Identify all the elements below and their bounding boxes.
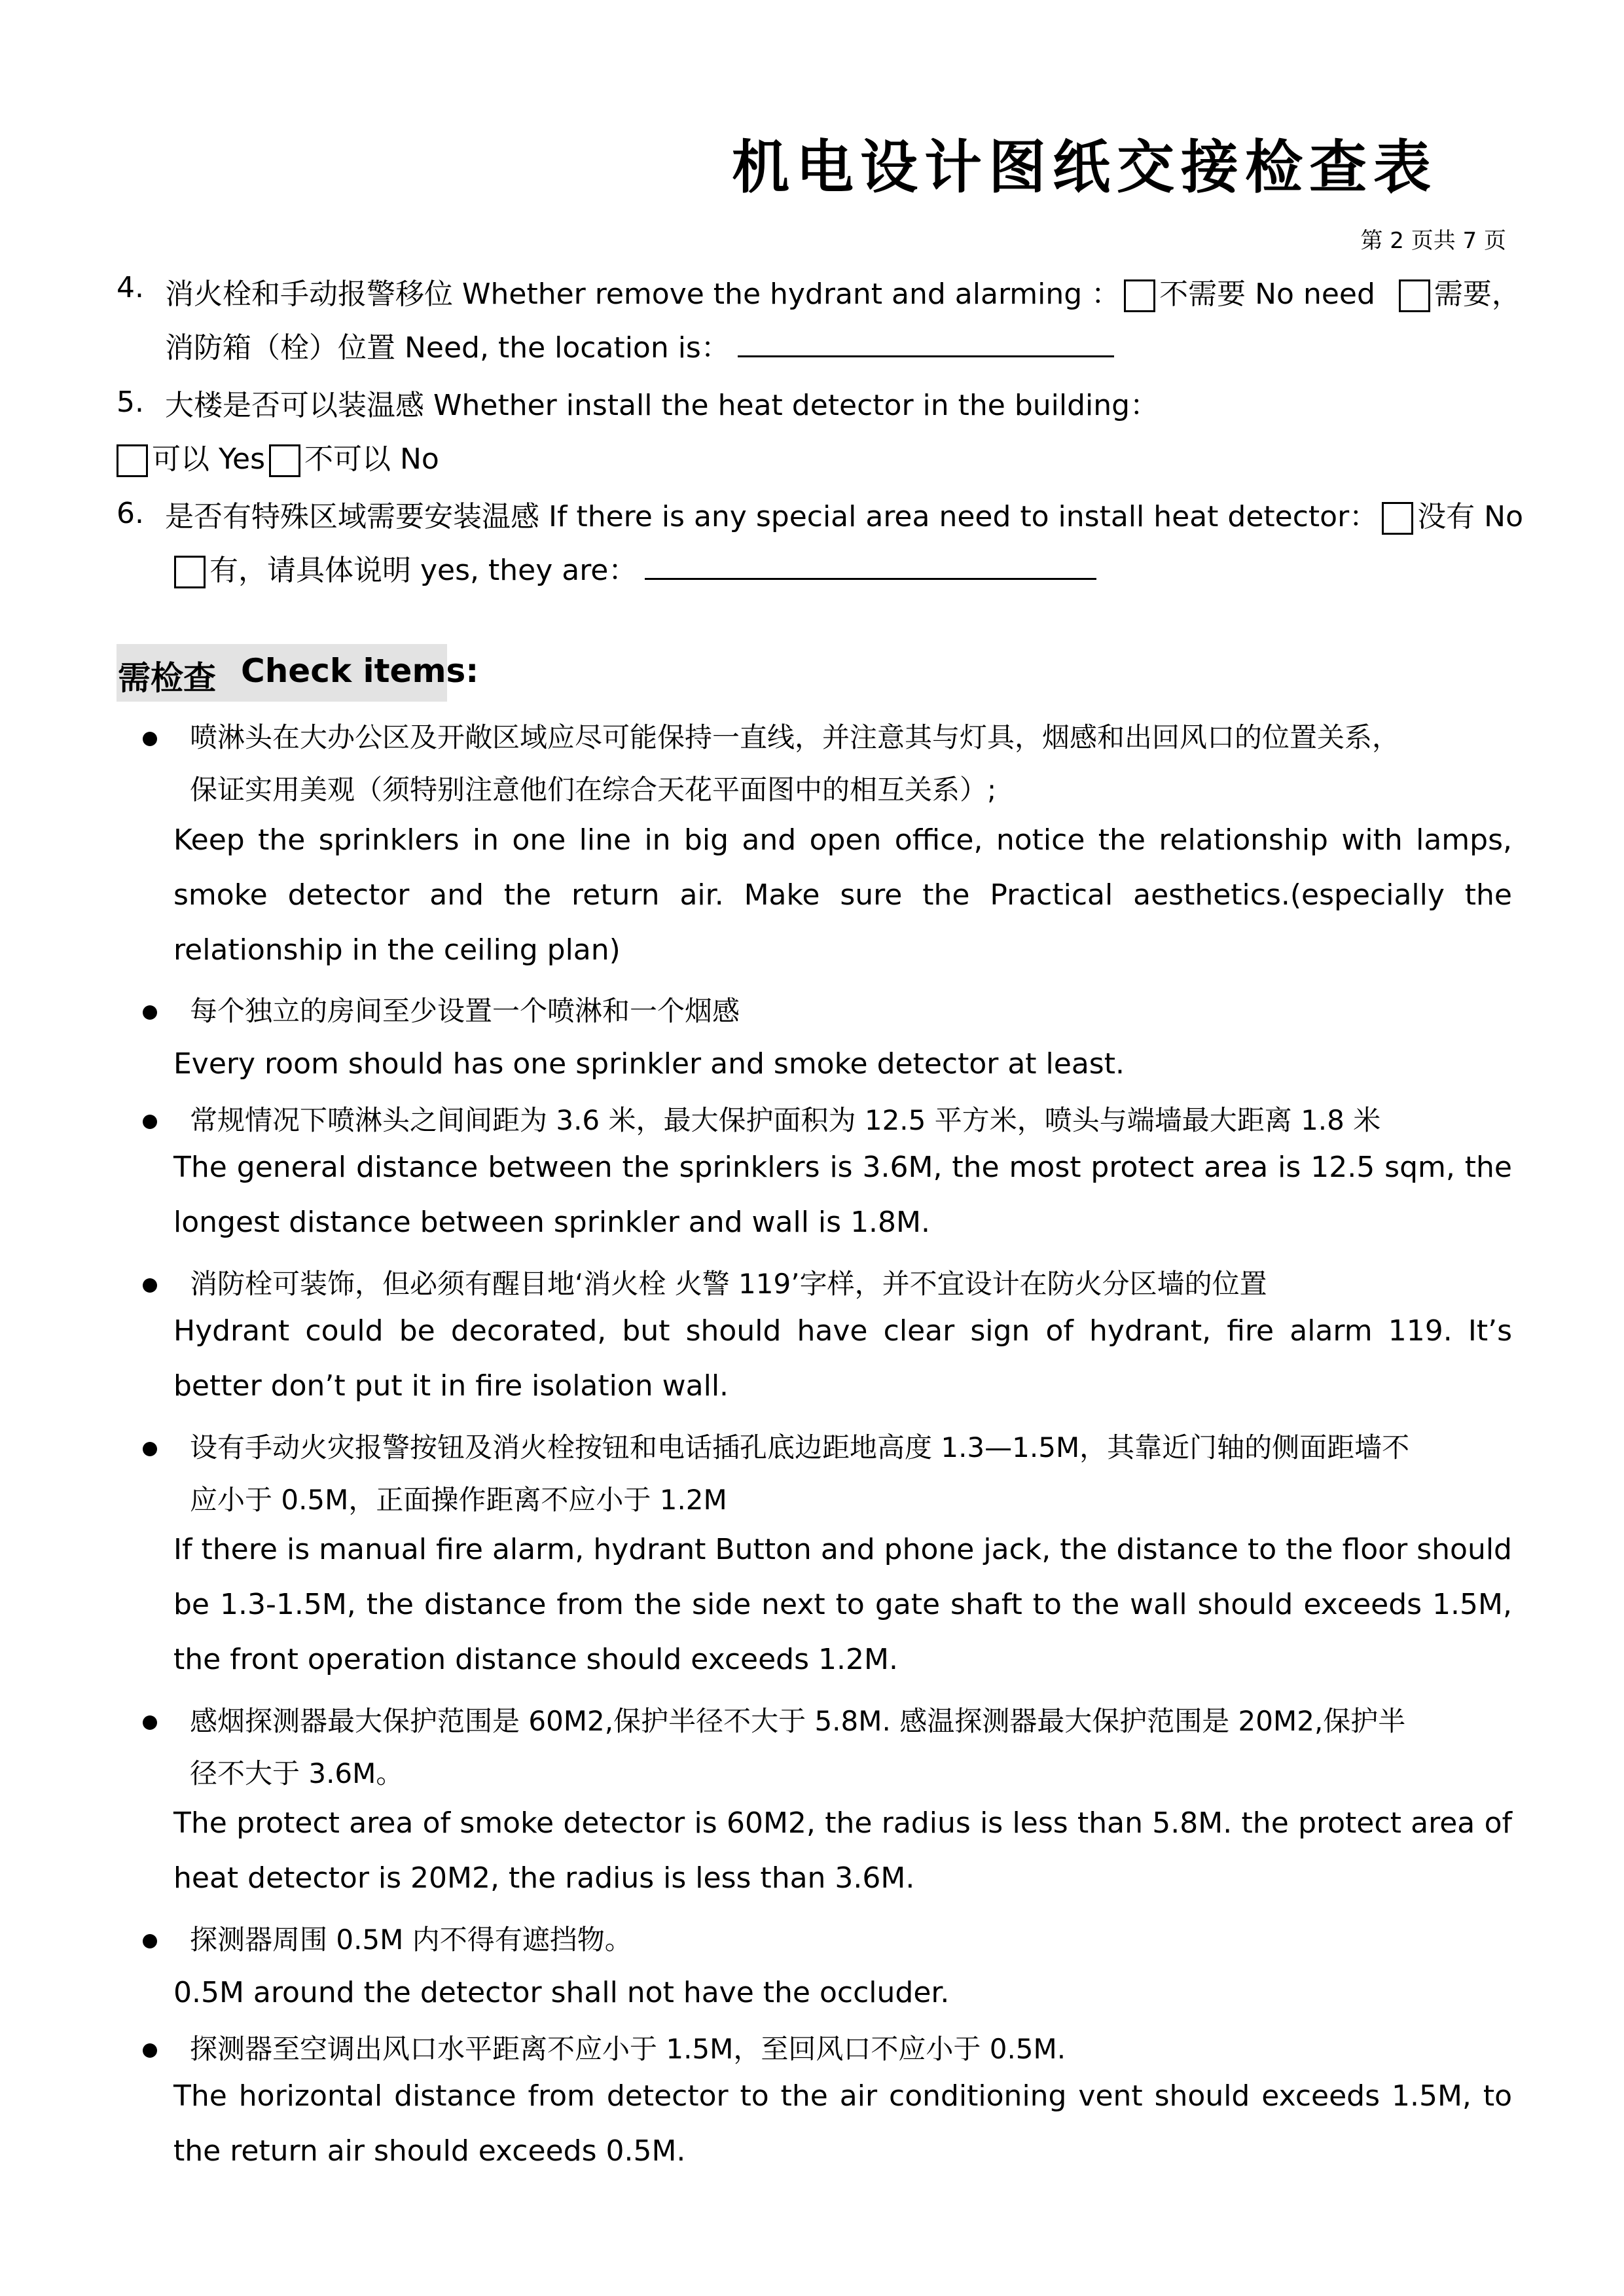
item-4-en: Hydrant could be decorated, but should have clear sign of hydrant, fire alarm 119. It’s better don’t put it in fire isolation wall.	[173, 1314, 1512, 1403]
question-4-text: 消火栓和手动报警移位 Whether remove the hydrant and alarming ：	[165, 278, 1121, 311]
no-need-label: 不需要 No need	[1159, 278, 1375, 311]
no-need-checkbox[interactable]	[1124, 279, 1155, 312]
question-4-line2	[165, 329, 1114, 368]
question-4-number: 4.	[117, 271, 144, 304]
need-checkbox[interactable]	[1399, 279, 1430, 312]
item-2-cn: 每个独立的房间至少设置一个喷淋和一个烟感	[190, 995, 740, 1027]
question-5-text: 大楼是否可以装温感 Whether install the heat detector in the building：	[165, 389, 1159, 422]
question-6-number: 6.	[117, 497, 144, 530]
has-checkbox[interactable]	[174, 556, 206, 588]
no-label: 不可以 No	[304, 442, 439, 476]
item-8-en: The horizontal distance from detector to the air conditioning vent should exceeds 1.5M, to the return air should exceeds 0.5M.	[173, 2079, 1512, 2168]
item-4-cn: 消防栓可装饰，但必须有醒目地‘消火栓 火警 119’字样，并不宜设计在防火分区墙的位置	[190, 1268, 1267, 1300]
need-label: 需要，	[1434, 278, 1521, 311]
bullet-icon	[143, 2043, 157, 2058]
none-checkbox[interactable]	[1382, 502, 1413, 535]
document-title: 机电设计图纸交接检查表	[732, 134, 1438, 201]
location-label: 消防箱（栓）位置 Need, the location is：	[165, 331, 730, 365]
question-4-line1	[165, 275, 1521, 314]
bullet-icon	[143, 1278, 157, 1293]
question-5-options	[117, 440, 439, 479]
question-6-line2	[174, 551, 1096, 590]
item-8-cn: 探测器至空调出风口水平距离不应小于 1.5M，至回风口不应小于 0.5M.	[190, 2033, 1066, 2065]
item-6-cn-line2: 径不大于 3.6M。	[190, 1757, 404, 1789]
bullet-icon	[143, 1934, 157, 1948]
item-6-cn-line1: 感烟探测器最大保护范围是 60M2,保护半径不大于 5.8M. 感温探测器最大保护范围是 20M2,保护半	[190, 1705, 1406, 1737]
item-2-en: Every room should has one sprinkler and smoke detector at least.	[173, 1047, 1125, 1081]
has-label: 有，请具体说明 yes, they are：	[209, 554, 638, 587]
check-items-heading	[117, 644, 479, 702]
item-1-en: Keep the sprinklers in one line in big and open office, notice the relationship with lamps, smoke detector and the return air. Make sure the Practical aesthetics.(especially the relationship in the ceiling plan)	[173, 823, 1512, 967]
item-5-cn-line1: 设有手动火灾报警按钮及消火栓按钮和电话插孔底边距地高度 1.3—1.5M，其靠近门轴的侧面距墙不	[190, 1431, 1410, 1463]
item-1-cn-line2: 保证实用美观（须特别注意他们在综合天花平面图中的相互关系）;	[190, 774, 997, 806]
no-checkbox[interactable]	[269, 444, 300, 477]
question-6-text: 是否有特殊区域需要安装温感 If there is any special area need to install heat detector：	[165, 500, 1379, 533]
bullet-icon	[143, 1442, 157, 1456]
bullet-icon	[143, 1005, 157, 1020]
question-6-line1	[165, 497, 1523, 537]
special-area-blank[interactable]	[645, 552, 1096, 580]
bullet-icon	[143, 732, 157, 746]
bullet-icon	[143, 1715, 157, 1730]
item-3-cn: 常规情况下喷淋头之间间距为 3.6 米，最大保护面积为 12.5 平方米，喷头与端墙最大距离 1.8 米	[190, 1104, 1381, 1136]
item-5-en: If there is manual fire alarm, hydrant Button and phone jack, the distance to the floor should be 1.3-1.5M, the distance from the side next to gate shaft to the wall should exceeds 1.5M, the front operation distance should exceeds 1.2M.	[173, 1533, 1512, 1676]
bullet-icon	[143, 1115, 157, 1129]
item-1-cn-line1: 喷淋头在大办公区及开敞区域应尽可能保持一直线，并注意其与灯具，烟感和出回风口的位置关系，	[190, 721, 1400, 753]
location-blank[interactable]	[738, 329, 1114, 357]
page-number: 第 2 页共 7 页	[1360, 228, 1506, 254]
heading-cn: 需检查	[118, 659, 216, 697]
question-5-number: 5.	[117, 386, 144, 419]
item-3-en: The general distance between the sprinklers is 3.6M, the most protect area is 12.5 sqm, the longest distance between sprinkler and wall is 1.8M.	[173, 1151, 1512, 1239]
item-7-cn: 探测器周围 0.5M 内不得有遮挡物。	[190, 1924, 632, 1956]
item-5-cn-line2: 应小于 0.5M，正面操作距离不应小于 1.2M	[190, 1484, 727, 1516]
item-6-en: The protect area of smoke detector is 60M2, the radius is less than 5.8M. the protect area of heat detector is 20M2, the radius is less than 3.6M.	[173, 1806, 1512, 1895]
none-label: 没有 No	[1417, 500, 1524, 533]
item-7-en: 0.5M around the detector shall not have the occluder.	[173, 1976, 950, 2009]
yes-label: 可以 Yes	[152, 442, 266, 476]
heading-en: Check items:	[241, 652, 479, 690]
yes-checkbox[interactable]	[117, 444, 148, 477]
